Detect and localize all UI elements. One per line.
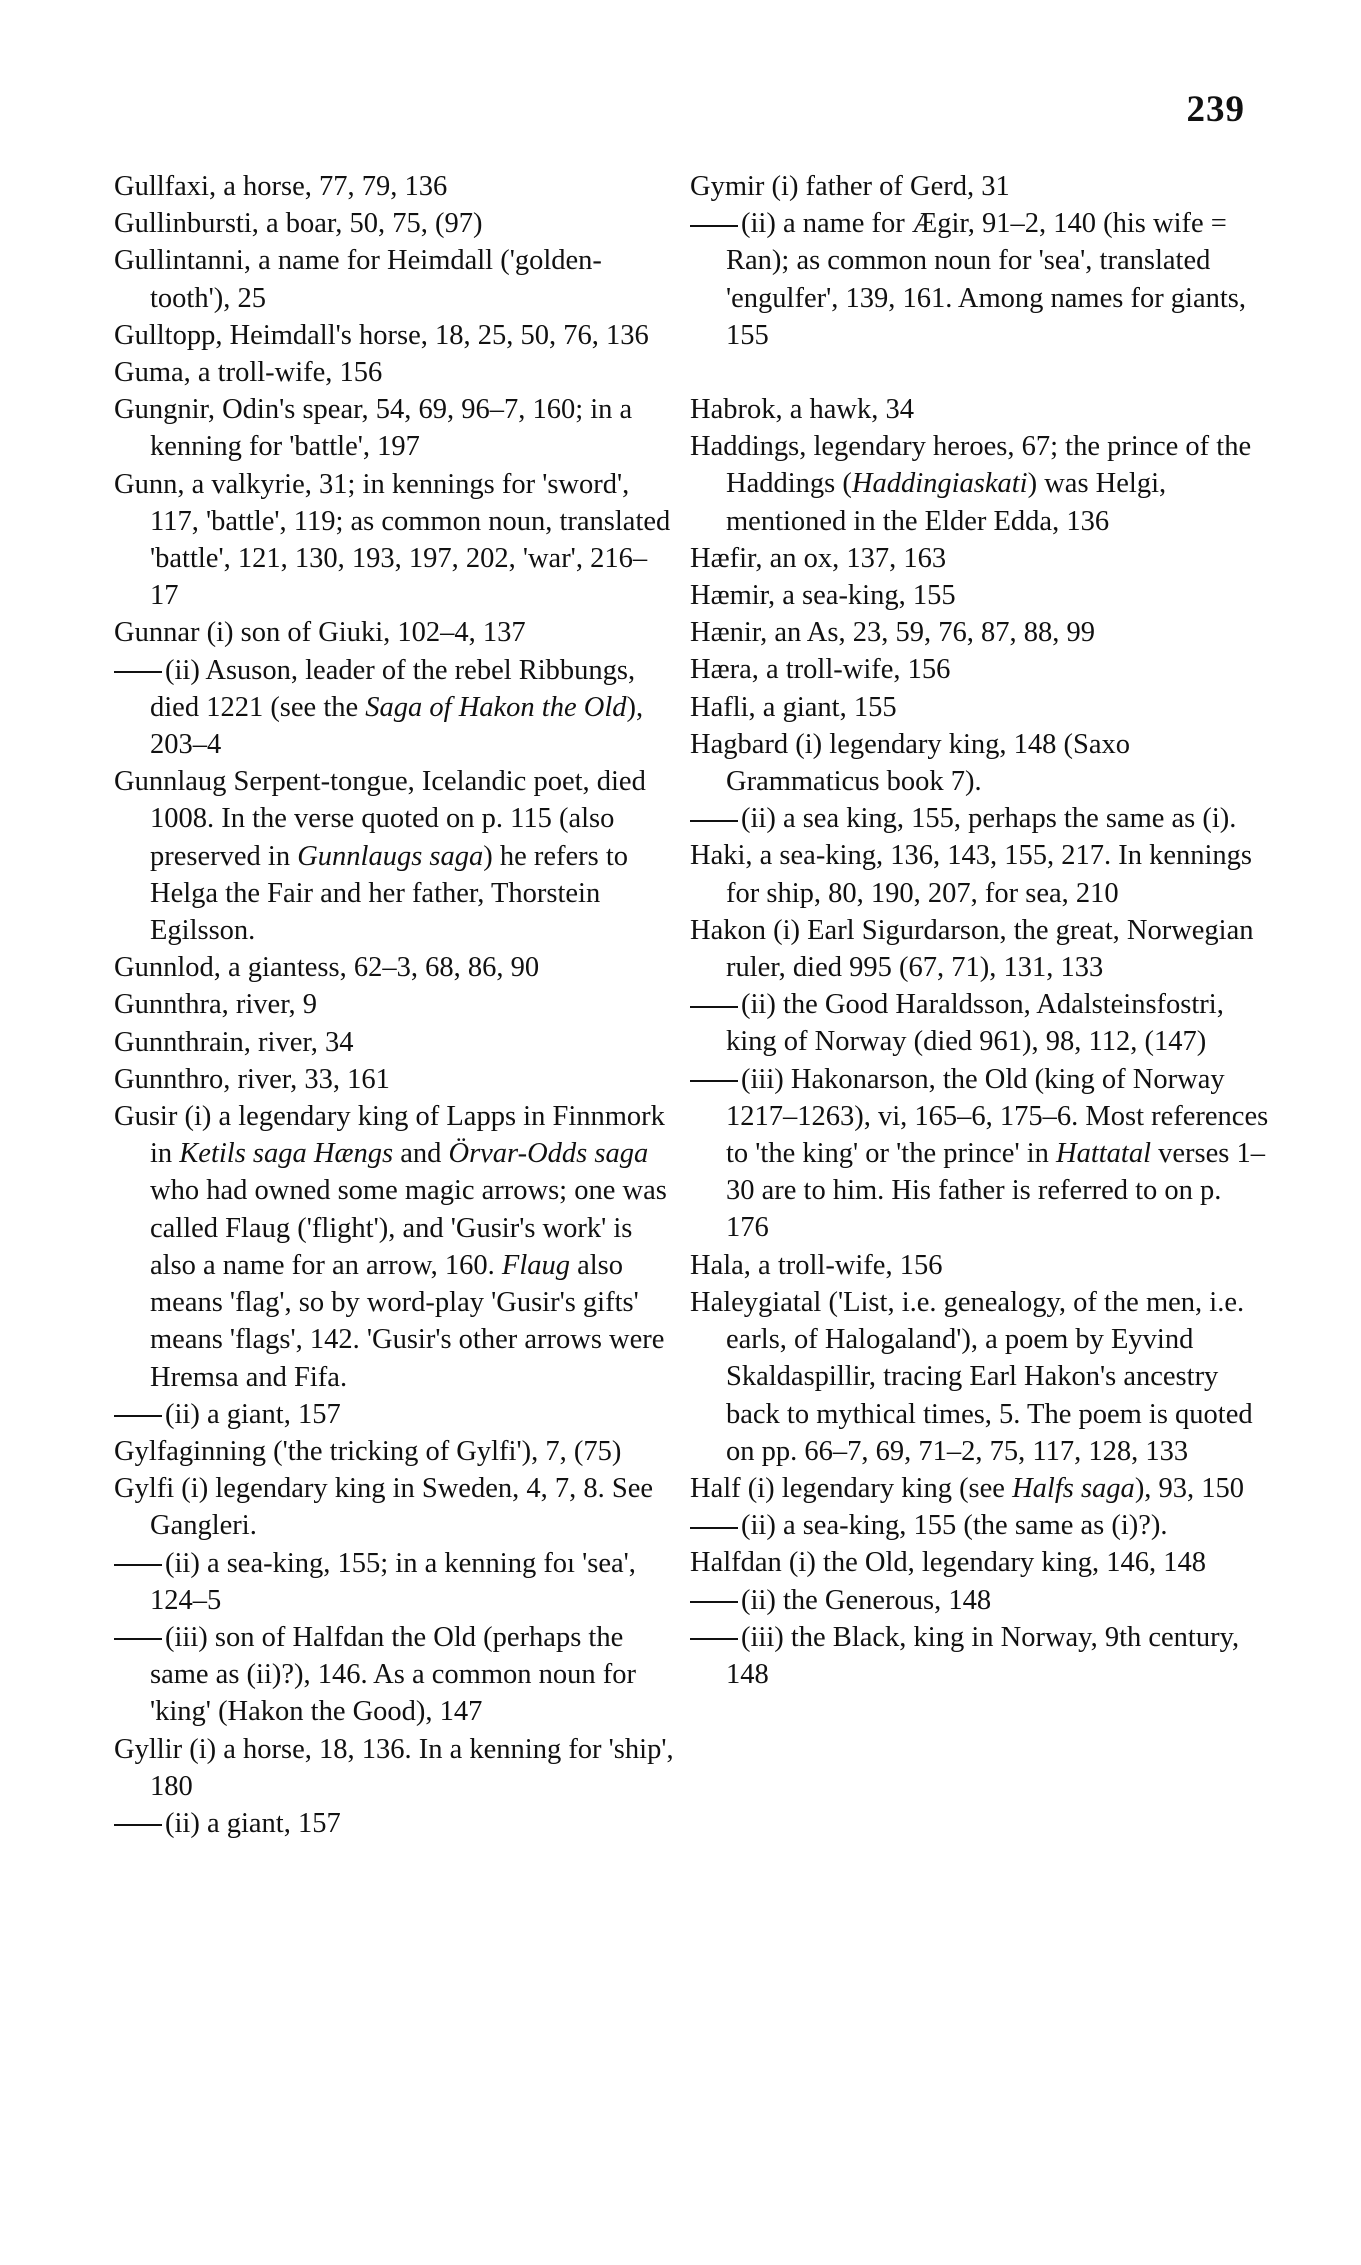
entry-text: Hakon (i) Earl Sigurdarson, the great, Norwegian ruler, died 995 (67, 71), 131, 133 <box>690 914 1254 984</box>
entry-text: verses 1–30 are to him. His father is referred to on p. 176 <box>726 1138 1266 1244</box>
index-subentry <box>114 1396 674 1433</box>
repeat-dash <box>690 225 738 227</box>
index-entry <box>690 428 1270 540</box>
entry-text: (ii) the Good Haraldsson, Adalsteinsfostri, king of Norway (died 961), 98, 112, (147) <box>726 989 1224 1058</box>
index-entry <box>114 242 674 316</box>
index-entry <box>690 1544 1270 1581</box>
entry-text: ), 93, 150 <box>1134 1472 1245 1504</box>
index-entry <box>690 1470 1270 1507</box>
italic-title: Örvar-Odds saga <box>448 1138 649 1170</box>
index-subentry <box>690 800 1270 837</box>
index-column-left <box>114 168 674 1842</box>
index-entry <box>114 1098 674 1396</box>
index-entry <box>690 726 1270 800</box>
index-column-right <box>690 168 1270 1693</box>
italic-title: Gunnlaugs saga <box>297 840 484 872</box>
index-subentry <box>114 1619 674 1731</box>
entry-text: Gyllir (i) a horse, 18, 136. In a kenning for 'ship', 180 <box>114 1733 674 1802</box>
index-entry <box>690 614 1270 651</box>
entry-text: ) he refers to Helga the Fair and her father, Thorstein Egilsson. <box>150 840 629 947</box>
entry-text: Gunnlaug Serpent-tongue, Icelandic poet, died 1008. In the verse quoted on p. 115 (also preserved in <box>114 766 646 872</box>
index-entry <box>114 1433 674 1470</box>
index-entry <box>690 837 1270 911</box>
entry-text: (iii) the Black, king in Norway, 9th century, 148 <box>726 1621 1240 1690</box>
entry-text: Hala, a troll-wife, 156 <box>690 1249 943 1281</box>
entry-text: Hæfir, an ox, 137, 163 <box>690 542 947 574</box>
entry-text: (ii) a giant, 157 <box>165 1807 341 1839</box>
italic-title: Ketils saga Hængs <box>179 1138 394 1170</box>
entry-text: Gungnir, Odin's spear, 54, 69, 96–7, 160; in a kenning for 'battle', 197 <box>114 394 633 463</box>
index-subentry <box>114 1805 674 1842</box>
repeat-dash <box>114 1824 162 1826</box>
index-subentry <box>690 1619 1270 1693</box>
index-subentry <box>690 1061 1270 1247</box>
entry-text: Gunnar (i) son of Giuki, 102–4, 137 <box>114 617 526 649</box>
entry-text: (iii) son of Halfdan the Old (perhaps the same as (ii)?), 146. As a common noun for 'king' (Hakon the Good), 147 <box>150 1621 636 1728</box>
entry-text: Gullfaxi, a horse, 77, 79, 136 <box>114 171 448 202</box>
index-entry <box>114 317 674 354</box>
index-entry <box>114 1731 674 1805</box>
index-entry <box>690 577 1270 614</box>
index-entry <box>690 168 1270 205</box>
entry-text: Haddings, legendary heroes, 67; the prince of the Haddings ( <box>690 431 1252 500</box>
entry-text: ), 203–4 <box>150 691 644 761</box>
index-entry <box>114 1024 674 1061</box>
repeat-dash <box>114 671 162 673</box>
italic-title: Haddingiaskati <box>851 468 1028 500</box>
index-entry <box>114 466 674 615</box>
repeat-dash <box>114 1564 162 1566</box>
entry-text: ) was Helgi, mentioned in the Elder Edda, 136 <box>726 468 1167 537</box>
entry-text: Gullinbursti, a boar, 50, 75, (97) <box>114 208 483 240</box>
entry-text: Haleygiatal ('List, i.e. genealogy, of the men, i.e. earls, of Halogaland'), a poem by Eyvind Skaldaspillir, tracing Earl Hakon's ancestry back to mythical times, 5. The poem is quoted on pp. 66–7, 69, 71–2, 75, 117, 128, 133 <box>690 1286 1253 1467</box>
repeat-dash <box>690 1006 738 1008</box>
index-entry <box>690 1247 1270 1284</box>
index-entry <box>690 391 1270 428</box>
index-entry <box>114 1061 674 1098</box>
index-entry <box>690 689 1270 726</box>
repeat-dash <box>114 1638 162 1640</box>
entry-text: (ii) a sea king, 155, perhaps the same as (i). <box>741 803 1237 835</box>
entry-text: Gunn, a valkyrie, 31; in kennings for 'sword', 117, 'battle', 119; as common noun, translated 'battle', 121, 130, 193, 197, 202, 'war', 216–17 <box>114 468 671 612</box>
repeat-dash <box>690 1527 738 1529</box>
index-entry <box>690 540 1270 577</box>
entry-text: also means 'flag', so by word-play 'Gusir's gifts' means 'flags', 142. 'Gusir's other arrows were Hremsa and Fifa. <box>150 1249 665 1393</box>
entry-text: Hafli, a giant, 155 <box>690 691 897 723</box>
repeat-dash <box>690 1080 738 1082</box>
italic-title: Halfs saga <box>1012 1472 1135 1504</box>
entry-text: Hæmir, a sea-king, 155 <box>690 580 956 612</box>
index-entry <box>690 912 1270 986</box>
repeat-dash <box>690 1601 738 1603</box>
entry-text: Gunnthra, river, 9 <box>114 989 318 1021</box>
entry-text: Guma, a troll-wife, 156 <box>114 357 383 389</box>
index-entry <box>114 949 674 986</box>
index-subentry <box>690 1507 1270 1544</box>
entry-text: (ii) a sea-king, 155 (the same as (i)?). <box>741 1510 1168 1542</box>
entry-text: Gylfi (i) legendary king in Sweden, 4, 7, 8. See Gangleri. <box>114 1473 654 1542</box>
entry-text: Hagbard (i) legendary king, 148 (Saxo Grammaticus book 7). <box>690 728 1131 798</box>
index-entry <box>114 205 674 242</box>
italic-title: Hattatal <box>1056 1138 1152 1170</box>
entry-text: Gulltopp, Heimdall's horse, 18, 25, 50, 76, 136 <box>114 319 649 351</box>
entry-text: (iii) Hakonarson, the Old (king of Norway 1217–1263), vi, 165–6, 175–6. Most references to 'the king' or 'the prince' in <box>726 1063 1269 1170</box>
entry-text: Gusir (i) a legendary king of Lapps in Finnmork in <box>114 1101 665 1170</box>
entry-text: who had owned some magic arrows; one was called Flaug ('flight'), and 'Gusir's work' is also a name for an arrow, 160. <box>150 1175 667 1281</box>
entry-text: Hænir, an As, 23, 59, 76, 87, 88, 99 <box>690 617 1095 649</box>
index-entry <box>114 391 674 465</box>
index-entry <box>690 1284 1270 1470</box>
italic-title: Flaug <box>501 1249 570 1281</box>
index-entry <box>114 168 674 205</box>
index-subentry <box>690 986 1270 1060</box>
entry-text: Habrok, a hawk, 34 <box>690 394 914 426</box>
index-entry <box>114 986 674 1023</box>
entry-text: Halfdan (i) the Old, legendary king, 146, 148 <box>690 1547 1207 1579</box>
repeat-dash <box>690 820 738 822</box>
entry-text: Gymir (i) father of Gerd, 31 <box>690 171 1010 202</box>
entry-text: and <box>393 1138 449 1170</box>
entry-text: (ii) the Generous, 148 <box>741 1584 992 1616</box>
entry-text: Hæra, a troll-wife, 156 <box>690 654 951 686</box>
entry-text: Gullintanni, a name for Heimdall ('golden-tooth'), 25 <box>114 245 602 314</box>
entry-text: Gunnthrain, river, 34 <box>114 1026 354 1058</box>
entry-text: (ii) a sea-king, 155; in a kenning foı 'sea', 124–5 <box>150 1547 636 1616</box>
entry-text: (ii) Asuson, leader of the rebel Ribbungs, died 1221 (see the <box>150 654 636 723</box>
entry-text: Haki, a sea-king, 136, 143, 155, 217. In kennings for ship, 80, 190, 207, for sea, 210 <box>690 840 1252 909</box>
index-subentry <box>114 1545 674 1619</box>
index-subentry <box>690 1582 1270 1619</box>
entry-text: (ii) a name for Ægir, 91–2, 140 (his wife = Ran); as common noun for 'sea', translated 'engulfer', 139, 161. Among names for giants, 155 <box>726 208 1247 351</box>
index-subentry <box>114 652 674 764</box>
repeat-dash <box>114 1415 162 1417</box>
italic-title: Saga of Hakon the Old <box>365 691 627 723</box>
index-entry <box>114 763 674 949</box>
index-subentry <box>690 205 1270 354</box>
index-entry <box>114 614 674 651</box>
entry-text: Half (i) legendary king (see <box>690 1472 1013 1504</box>
index-entry <box>690 651 1270 688</box>
index-entry <box>114 1470 674 1544</box>
entry-text: Gunnthro, river, 33, 161 <box>114 1063 390 1095</box>
page-number: 239 <box>1186 89 1245 130</box>
repeat-dash <box>690 1638 738 1640</box>
entry-text: Gunnlod, a giantess, 62–3, 68, 86, 90 <box>114 952 540 984</box>
entry-text: (ii) a giant, 157 <box>165 1398 341 1430</box>
entry-text: Gylfaginning ('the tricking of Gylfi'), 7, (75) <box>114 1435 622 1467</box>
index-entry <box>114 354 674 391</box>
